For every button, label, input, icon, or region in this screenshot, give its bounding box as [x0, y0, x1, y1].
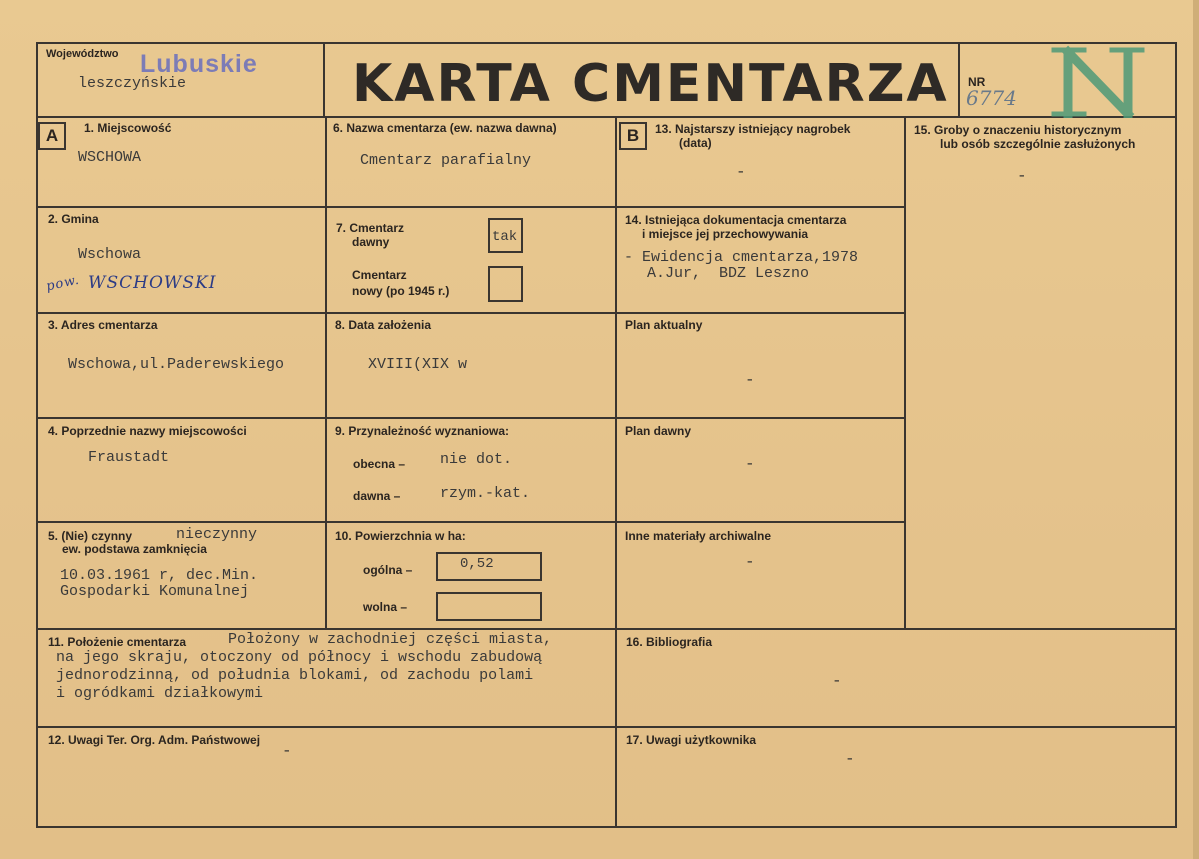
field-10-total-label: ogólna – — [363, 563, 413, 577]
field-3-label: 3. Adres cmentarza — [48, 318, 158, 332]
field-15-label: 15. Groby o znaczeniu historycznym — [914, 123, 1122, 137]
field-7-label-new-2: nowy (po 1945 r.) — [352, 284, 450, 298]
field-14-line-2: A.Jur, BDZ Leszno — [647, 265, 810, 282]
nr-handwritten: 6774 — [966, 86, 1017, 110]
field-16-label: 16. Bibliografia — [626, 635, 713, 649]
voivodeship-typed: leszczyńskie — [78, 75, 187, 92]
field-5-label: 5. (Nie) czynny — [48, 529, 133, 543]
old-cemetery-checkbox — [488, 218, 523, 253]
field-6-label: 6. Nazwa cmentarza (ew. nazwa dawna) — [333, 121, 557, 135]
field-9-current-label: obecna – — [353, 457, 406, 471]
voivodeship-label: Województwo — [46, 48, 119, 60]
field-15-label-2: lub osób szczególnie zasłużonych — [940, 137, 1136, 151]
row-divider-1 — [36, 206, 906, 208]
field-17-label: 17. Uwagi użytkownika — [626, 733, 757, 747]
field-2-handwritten: WSCHOWSKI — [88, 273, 217, 293]
col-divider-a — [325, 116, 327, 629]
new-cemetery-checkbox — [488, 266, 523, 302]
field-1-label: 1. Miejscowość — [84, 121, 172, 135]
field-7-label-old-2: dawny — [352, 235, 390, 249]
field-13-value: - — [736, 163, 746, 181]
header-col-divider-1 — [323, 42, 325, 117]
field-9-current-value: nie dot. — [440, 451, 513, 468]
nr-label: NR — [968, 75, 986, 89]
section-a-marker: A — [38, 122, 66, 150]
field-11-line-4: i ogródkami działkowymi — [56, 685, 264, 702]
field-17-value: - — [845, 750, 855, 768]
field-14-label: 14. Istniejąca dokumentacja cmentarza — [625, 213, 847, 227]
plan-current-label: Plan aktualny — [625, 318, 703, 332]
row-divider-6 — [36, 726, 1177, 728]
field-9-former-label: dawna – — [353, 489, 401, 503]
row-divider-5 — [36, 628, 1177, 630]
section-b-marker: B — [619, 122, 647, 150]
field-3-value: Wschowa,ul.Paderewskiego — [68, 356, 285, 373]
field-2-label: 2. Gmina — [48, 212, 99, 226]
field-1-value: WSCHOWA — [78, 149, 142, 166]
field-9-label: 9. Przynależność wyznaniowa: — [335, 424, 510, 438]
field-16-value: - — [832, 672, 842, 690]
field-10-free-label: wolna – — [363, 600, 408, 614]
field-11-line-3: jednorodzinną, od południa blokami, od zachodu polami — [56, 667, 534, 684]
field-4-value: Fraustadt — [88, 449, 170, 466]
row-divider-3 — [36, 417, 906, 419]
voivodeship-stamp: Lubuskie — [140, 50, 258, 78]
field-8-label: 8. Data założenia — [335, 318, 432, 332]
field-11-label: 11. Położenie cmentarza — [48, 635, 187, 649]
field-12-label: 12. Uwagi Ter. Org. Adm. Państwowej — [48, 733, 261, 747]
field-4-label: 4. Poprzednie nazwy miejscowości — [48, 424, 247, 438]
field-5-label-2: ew. podstawa zamknięcia — [62, 542, 207, 556]
page-title: KARTA CMENTARZA — [352, 54, 949, 114]
total-area-value: 0,52 — [460, 556, 494, 572]
field-2-handwritten-prefix: pow. — [44, 272, 82, 295]
row-divider-2 — [36, 312, 906, 314]
field-15-value: - — [1017, 167, 1027, 185]
plan-current-value: - — [745, 371, 755, 389]
other-materials-label: Inne materiały archiwalne — [625, 529, 772, 543]
field-13-label: 13. Najstarszy istniejący nagrobek — [655, 122, 851, 136]
field-8-value: XVIII(XIX w — [368, 356, 468, 373]
field-5-status: nieczynny — [176, 526, 258, 543]
other-materials-value: - — [745, 553, 755, 571]
col-divider-b — [615, 116, 617, 828]
col-divider-c — [904, 116, 906, 629]
field-7-label-old: 7. Cmentarz — [336, 221, 405, 235]
category-letter-n — [1046, 44, 1146, 118]
field-12-value: - — [282, 742, 292, 760]
header-divider — [36, 116, 1177, 118]
field-5-value-2: Gospodarki Komunalnej — [60, 583, 250, 600]
field-11-line-1: Położony w zachodniej części miasta, — [228, 631, 553, 648]
field-14-label-2: i miejsce jej przechowywania — [642, 227, 809, 241]
total-area-box — [436, 552, 542, 581]
field-5-value-1: 10.03.1961 r, dec.Min. — [60, 567, 259, 584]
field-7-label-new: Cmentarz — [352, 268, 407, 282]
field-10-label: 10. Powierzchnia w ha: — [335, 529, 466, 543]
header-col-divider-2 — [958, 42, 960, 117]
field-13-label-2: (data) — [679, 136, 712, 150]
field-14-line-1: - Ewidencja cmentarza,1978 — [624, 249, 859, 266]
field-2-value: Wschowa — [78, 246, 142, 263]
old-cemetery-value: tak — [492, 229, 518, 245]
field-11-line-2: na jego skraju, otoczony od północy i wschodu zabudową — [56, 649, 543, 666]
row-divider-4 — [36, 521, 906, 523]
plan-old-value: - — [745, 455, 755, 473]
field-6-value: Cmentarz parafialny — [360, 152, 532, 169]
field-9-former-value: rzym.-kat. — [440, 485, 531, 502]
free-area-box — [436, 592, 542, 621]
paper-edge — [1193, 0, 1199, 859]
plan-old-label: Plan dawny — [625, 424, 692, 438]
